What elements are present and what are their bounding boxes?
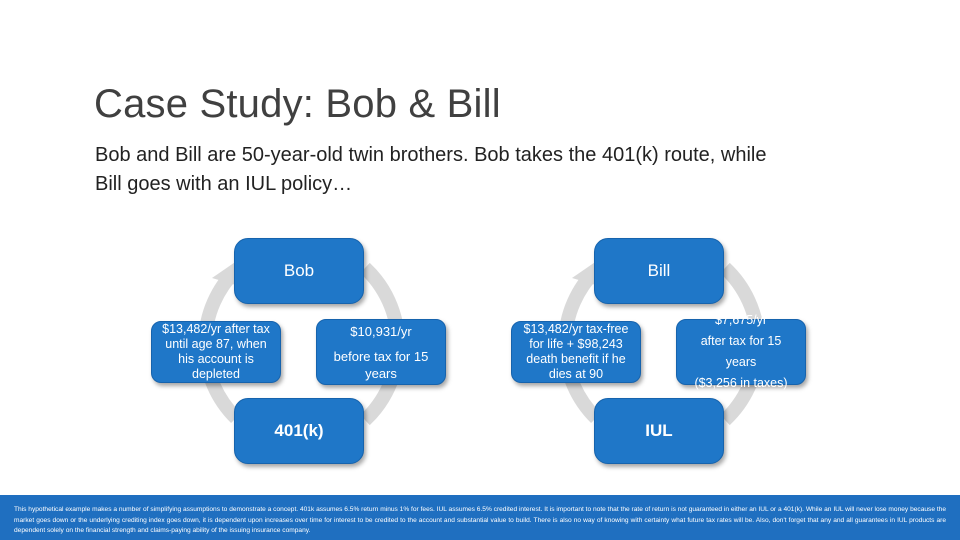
bill-node: [594, 238, 724, 304]
disclaimer-footer: This hypothetical example makes a number of simplifying assumptions to demonstrate a concept. 401k assumes 6.5% return minus 1% for fees. IUL assumes 6.5% credited interest. It is important to note that the rate of return is not guaranteed in either an IUL or a 401(k). While an IUL will never lose money because the market goes down or the underlying crediting index goes down, it is dependent upon increases over time for interest to be credited to the account and substantial value to build. There is also no way of knowing with certainty what future tax rates will be. Also, don't forget that any and all guarantees in IUL products are dependent solely on the financial strength and claims-paying ability of the issuing insurance company.: [0, 495, 960, 540]
bob-node: [234, 238, 364, 304]
bob-income-line: depleted: [192, 367, 240, 381]
bill-label: Bill: [647, 261, 671, 280]
bob-contribution-line: $10,931/yr: [350, 323, 412, 339]
bill-income-node: [511, 321, 641, 383]
bill-income-line: dies at 90: [548, 367, 604, 381]
bill-contribution-node: [676, 313, 806, 390]
bob-income-text: [162, 322, 270, 382]
bob-contribution-text: [325, 323, 437, 382]
bob-contribution-line: before tax for 15 years: [333, 348, 429, 381]
bob-income-node: [151, 321, 281, 383]
bill-vehicle-node: [594, 398, 724, 464]
bill-contribution-text: [685, 310, 797, 394]
bob-label: Bob: [283, 261, 315, 280]
bob-income-line: his account is: [178, 352, 254, 366]
slide-subtitle: Bob and Bill are 50-year-old twin brothers. Bob takes the 401(k) route, while Bill goes with an IUL policy…: [95, 144, 767, 195]
bill-contribution-line: ($3,256 in taxes): [694, 376, 788, 390]
bill-income-line: for life + $98,243: [529, 337, 623, 351]
bob-income-line: until age 87, when: [165, 337, 267, 351]
bob-vehicle-label: 401(k): [274, 421, 324, 440]
bill-income-line: death benefit if he: [526, 352, 626, 366]
bob-vehicle-node: [234, 398, 364, 464]
bill-contribution-line: $7,675/yr: [714, 313, 768, 327]
bill-income-text: [524, 322, 629, 382]
bob-income-line: $13,482/yr after tax: [162, 322, 270, 336]
slide-title: Case Study: Bob & Bill: [94, 82, 501, 126]
bill-income-line: $13,482/yr tax-free: [523, 322, 629, 336]
bill-vehicle-label: IUL: [645, 421, 673, 440]
bill-contribution-line: after tax for 15 years: [700, 334, 782, 369]
bob-contribution-node: [316, 319, 446, 385]
